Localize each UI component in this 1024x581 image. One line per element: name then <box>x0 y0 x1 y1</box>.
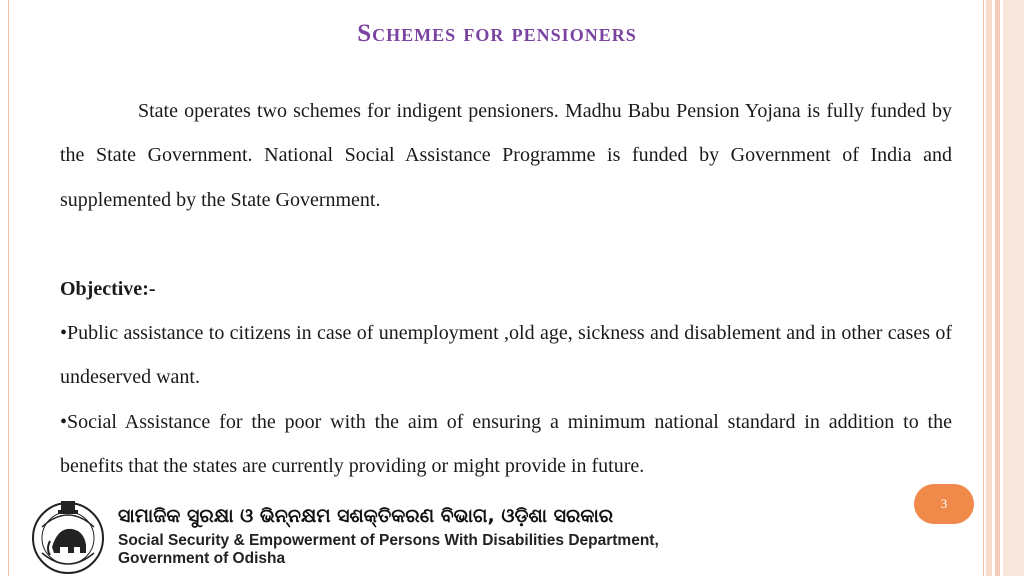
bullet-item: •Public assistance to citizens in case of unemployment ,old age, sickness and disablement and in other cases of undeserved want. <box>60 322 952 389</box>
objective-heading: Objective:- <box>60 277 156 300</box>
decorative-side-band <box>986 0 1024 576</box>
department-name-english <box>118 532 659 568</box>
department-name-line: Social Security & Empowerment of Persons With Disabilities Department, <box>118 532 659 549</box>
slide-body <box>60 89 952 489</box>
intro-paragraph: State operates two schemes for indigent pensioners. Madhu Babu Pension Yojana is fully funded by the State Government. National Social Assistance Programme is funded by Government of India and supplemented by the State Government. <box>60 100 952 211</box>
slide-border-left <box>8 0 9 576</box>
slide-border-right <box>983 0 984 576</box>
slide-title: Schemes for pensioners <box>357 20 637 47</box>
bullet-item: •Social Assistance for the poor with the aim of ensuring a minimum national standard in addition to the benefits that the states are currently providing or might provide in future. <box>60 410 952 478</box>
department-name-odia: ସାମାଜିକ ସୁରକ୍ଷା ଓ ଭିନ୍ନକ୍ଷମ ସଶକ୍ତିକରଣ ବିଭାଗ, ଓଡ଼ିଶା ସରକାର <box>118 505 614 527</box>
page-number-badge: 3 <box>914 484 974 524</box>
odisha-emblem-icon <box>28 497 108 576</box>
department-name-line: Government of Odisha <box>118 550 286 567</box>
